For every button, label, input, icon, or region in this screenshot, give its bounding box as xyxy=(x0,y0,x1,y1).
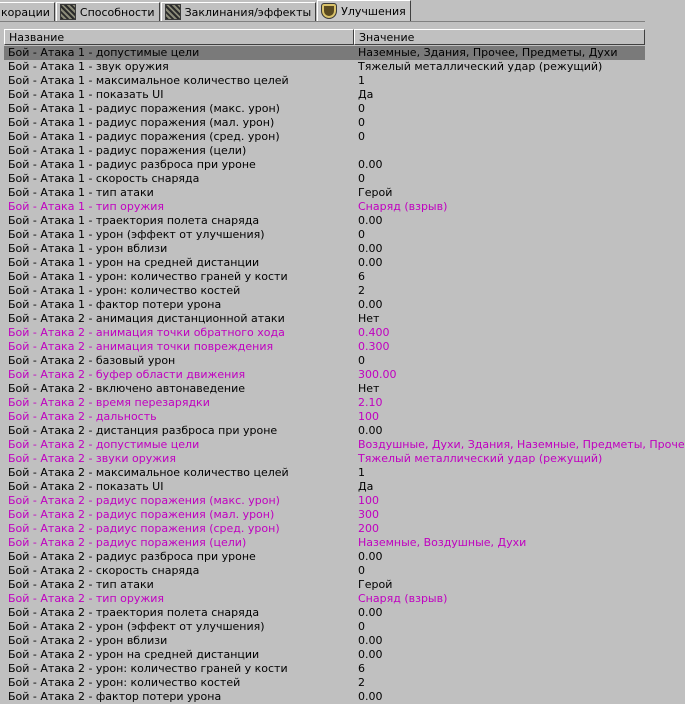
row-name: Бой - Атака 2 - урон: количество граней у кости xyxy=(8,662,288,675)
table-row[interactable] xyxy=(4,200,645,214)
table-row[interactable] xyxy=(4,144,645,158)
row-value: 0 xyxy=(358,564,365,577)
row-value: 300 xyxy=(358,508,379,521)
row-name: Бой - Атака 1 - урон: количество граней у кости xyxy=(8,270,288,283)
row-value: 200 xyxy=(358,522,379,535)
row-name: Бой - Атака 1 - показать UI xyxy=(8,88,164,101)
table-row[interactable] xyxy=(4,382,645,396)
tab-abilities[interactable] xyxy=(56,2,160,21)
row-name: Бой - Атака 2 - урон (эффект от улучшения) xyxy=(8,620,265,633)
row-name: Бой - Атака 1 - радиус поражения (мал. урон) xyxy=(8,116,275,129)
row-name: Бой - Атака 2 - базовый урон xyxy=(8,354,176,367)
table-row[interactable] xyxy=(4,116,645,130)
table-row[interactable] xyxy=(4,298,645,312)
row-name: Бой - Атака 2 - радиус поражения (сред. урон) xyxy=(8,522,280,535)
table-row[interactable] xyxy=(4,550,645,564)
row-name: Бой - Атака 2 - звуки оружия xyxy=(8,452,176,465)
table-row[interactable] xyxy=(4,396,645,410)
row-name: Бой - Атака 2 - тип оружия xyxy=(8,592,165,605)
row-name: Бой - Атака 2 - допустимые цели xyxy=(8,438,200,451)
table-row[interactable] xyxy=(4,606,645,620)
table-row[interactable] xyxy=(4,662,645,676)
row-value: 0 xyxy=(358,130,365,143)
row-name: Бой - Атака 2 - дистанция разброса при уроне xyxy=(8,424,278,437)
row-value: 0 xyxy=(358,228,365,241)
row-value: 0.00 xyxy=(358,242,383,255)
table-row[interactable] xyxy=(4,74,645,88)
row-name: Бой - Атака 2 - анимация точки обратного хода xyxy=(8,326,285,339)
row-name: Бой - Атака 2 - максимальное количество целей xyxy=(8,466,289,479)
table-row[interactable] xyxy=(4,354,645,368)
row-value: Тяжелый металлический удар (режущий) xyxy=(358,60,603,73)
row-name: Бой - Атака 2 - буфер области движения xyxy=(8,368,246,381)
table-header xyxy=(4,29,645,45)
row-name: Бой - Атака 2 - анимация точки повреждения xyxy=(8,340,274,353)
row-name: Бой - Атака 1 - радиус поражения (цели) xyxy=(8,144,247,157)
table-row[interactable] xyxy=(4,60,645,74)
row-value: Наземные, Воздушные, Духи xyxy=(358,536,527,549)
table-row[interactable] xyxy=(4,172,645,186)
row-value: Воздушные, Духи, Здания, Наземные, Предметы, Проче xyxy=(358,438,685,451)
table-row[interactable] xyxy=(4,270,645,284)
row-value: Да xyxy=(358,88,374,101)
tab-label: Улучшения xyxy=(341,4,406,18)
upgrades-shield-icon xyxy=(321,3,337,19)
row-value: Герой xyxy=(358,578,393,591)
properties-panel xyxy=(0,22,685,704)
row-value: 0 xyxy=(358,172,365,185)
row-name: Бой - Атака 1 - урон (эффект от улучшения) xyxy=(8,228,265,241)
row-value: 0.00 xyxy=(358,634,383,647)
row-value: 0.00 xyxy=(358,214,383,227)
row-value: 0 xyxy=(358,354,365,367)
table-row[interactable] xyxy=(4,312,645,326)
row-value: 0.00 xyxy=(358,158,383,171)
row-value: 0.00 xyxy=(358,550,383,563)
table-row[interactable] xyxy=(4,690,645,704)
table-row[interactable] xyxy=(4,102,645,116)
row-name: Бой - Атака 2 - урон на средней дистанции xyxy=(8,648,260,661)
table-row[interactable] xyxy=(4,88,645,102)
row-value: 2.10 xyxy=(358,396,383,409)
table-row[interactable] xyxy=(4,424,645,438)
table-row[interactable] xyxy=(4,46,645,60)
row-name: Бой - Атака 2 - скорость снаряда xyxy=(8,564,200,577)
row-value: 2 xyxy=(358,284,365,297)
row-value: Нет xyxy=(358,312,380,325)
row-name: Бой - Атака 2 - радиус поражения (мал. урон) xyxy=(8,508,275,521)
table-row[interactable] xyxy=(4,522,645,536)
tab-spells-effects[interactable] xyxy=(161,2,317,21)
row-value: Нет xyxy=(358,382,380,395)
row-name: Бой - Атака 1 - радиус поражения (макс. урон) xyxy=(8,102,280,115)
table-row[interactable] xyxy=(4,452,645,466)
row-value: 0 xyxy=(358,102,365,115)
row-name: Бой - Атака 2 - урон вблизи xyxy=(8,634,168,647)
tab-label: Способности xyxy=(79,5,155,19)
row-value: 0.00 xyxy=(358,298,383,311)
table-row[interactable] xyxy=(4,256,645,270)
table-row[interactable] xyxy=(4,564,645,578)
table-row[interactable] xyxy=(4,620,645,634)
row-name: Бой - Атака 2 - дальность xyxy=(8,410,157,423)
table-row[interactable] xyxy=(4,326,645,340)
row-value: 0.00 xyxy=(358,648,383,661)
row-name: Бой - Атака 2 - радиус поражения (макс. урон) xyxy=(8,494,280,507)
row-value: 0.00 xyxy=(358,690,383,703)
row-name: Бой - Атака 2 - урон: количество костей xyxy=(8,676,241,689)
tab-label: Заклинания/эффекты xyxy=(184,5,312,19)
table-row[interactable] xyxy=(4,494,645,508)
table-row[interactable] xyxy=(4,480,645,494)
table-row[interactable] xyxy=(4,242,645,256)
table-row[interactable] xyxy=(4,676,645,690)
row-value: Снаряд (взрыв) xyxy=(358,592,448,605)
table-row[interactable] xyxy=(4,368,645,382)
table-row[interactable] xyxy=(4,592,645,606)
table-row[interactable] xyxy=(4,536,645,550)
row-name: Бой - Атака 1 - радиус поражения (сред. урон) xyxy=(8,130,280,143)
row-value: 1 xyxy=(358,74,365,87)
row-value: 6 xyxy=(358,270,365,283)
row-value: Снаряд (взрыв) xyxy=(358,200,448,213)
row-name: Бой - Атака 1 - звук оружия xyxy=(8,60,169,73)
row-value: 0 xyxy=(358,116,365,129)
row-name: Бой - Атака 2 - включено автонаведение xyxy=(8,382,246,395)
tab-label: корации xyxy=(1,5,50,19)
row-name: Бой - Атака 2 - фактор потери урона xyxy=(8,690,222,703)
table-row[interactable] xyxy=(4,214,645,228)
row-value: 0.00 xyxy=(358,424,383,437)
table-row[interactable] xyxy=(4,578,645,592)
table-row[interactable] xyxy=(4,228,645,242)
row-value: Да xyxy=(358,480,374,493)
table-row[interactable] xyxy=(4,284,645,298)
row-value: 100 xyxy=(358,410,379,423)
table-row[interactable] xyxy=(4,158,645,172)
row-name: Бой - Атака 2 - радиус разброса при уроне xyxy=(8,550,256,563)
row-value: Тяжелый металлический удар (режущий) xyxy=(358,452,603,465)
row-value: 0.300 xyxy=(358,340,390,353)
row-value: 1 xyxy=(358,466,365,479)
row-value: Наземные, Здания, Прочее, Предметы, Духи xyxy=(358,46,618,59)
row-value: 0.00 xyxy=(358,256,383,269)
row-name: Бой - Атака 1 - урон на средней дистанции xyxy=(8,256,260,269)
column-header-name[interactable]: Название xyxy=(4,29,354,45)
table-row[interactable] xyxy=(4,438,685,452)
spells-icon xyxy=(165,4,181,20)
row-name: Бой - Атака 1 - скорость снаряда xyxy=(8,172,200,185)
tab-upgrades[interactable] xyxy=(317,0,411,21)
abilities-icon xyxy=(60,4,76,20)
row-name: Бой - Атака 1 - радиус разброса при уроне xyxy=(8,158,256,171)
row-name: Бой - Атака 1 - допустимые цели xyxy=(8,46,200,59)
table-row[interactable] xyxy=(4,648,645,662)
row-name: Бой - Атака 1 - траектория полета снаряда xyxy=(8,214,260,227)
row-name: Бой - Атака 2 - анимация дистанционной атаки xyxy=(8,312,285,325)
row-name: Бой - Атака 2 - время перезарядки xyxy=(8,396,210,409)
row-value: 6 xyxy=(358,662,365,675)
row-value: Герой xyxy=(358,186,393,199)
column-header-value[interactable]: Значение xyxy=(354,29,645,45)
tab-bar xyxy=(0,0,645,22)
row-name: Бой - Атака 2 - тип атаки xyxy=(8,578,154,591)
table-row[interactable] xyxy=(4,466,645,480)
row-name: Бой - Атака 2 - показать UI xyxy=(8,480,164,493)
row-name: Бой - Атака 1 - тип оружия xyxy=(8,200,165,213)
row-name: Бой - Атака 1 - фактор потери урона xyxy=(8,298,222,311)
table-row[interactable] xyxy=(4,634,645,648)
row-name: Бой - Атака 1 - урон: количество костей xyxy=(8,284,241,297)
row-name: Бой - Атака 2 - траектория полета снаряда xyxy=(8,606,260,619)
table-row[interactable] xyxy=(4,130,645,144)
row-name: Бой - Атака 1 - тип атаки xyxy=(8,186,154,199)
row-value: 300.00 xyxy=(358,368,397,381)
row-value: 100 xyxy=(358,494,379,507)
properties-list xyxy=(4,46,685,704)
row-value: 0.400 xyxy=(358,326,390,339)
row-name: Бой - Атака 1 - урон вблизи xyxy=(8,242,168,255)
row-value: 2 xyxy=(358,676,365,689)
tab-decorations[interactable] xyxy=(0,2,55,21)
table-row[interactable] xyxy=(4,186,645,200)
row-value: 0.00 xyxy=(358,606,383,619)
row-name: Бой - Атака 2 - радиус поражения (цели) xyxy=(8,536,247,549)
table-row[interactable] xyxy=(4,410,645,424)
table-row[interactable] xyxy=(4,508,645,522)
row-value: 0 xyxy=(358,620,365,633)
row-name: Бой - Атака 1 - максимальное количество целей xyxy=(8,74,289,87)
table-row[interactable] xyxy=(4,340,645,354)
